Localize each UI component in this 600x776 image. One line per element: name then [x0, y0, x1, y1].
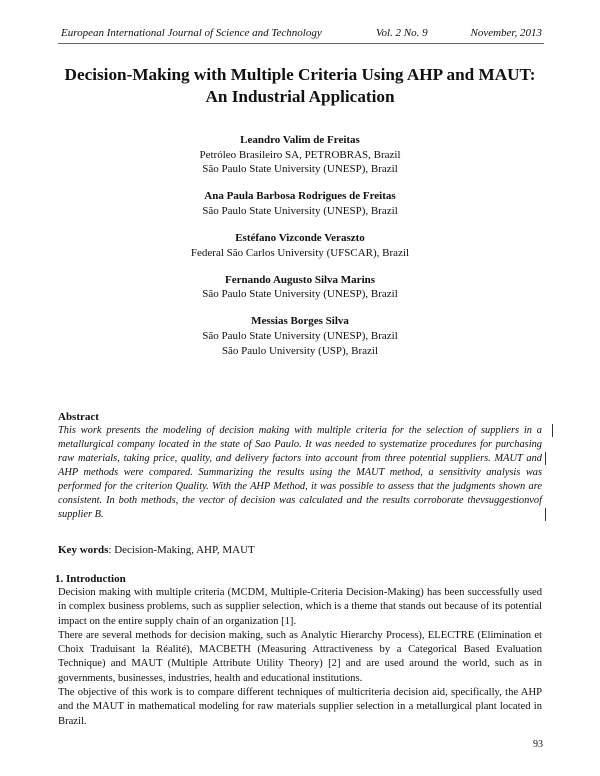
- author-affiliation: São Paulo State University (UNESP), Brazil: [202, 163, 398, 176]
- body-paragraph: The objective of this work is to compare different techniques of multicriteria decision aid, specifically, the AHP and the MAUT in mathematical modeling for raw materials supplier selection in a metallurgical plant located in Brazil.: [58, 687, 542, 727]
- author-affiliation: São Paulo State University (UNESP), Brazil: [202, 329, 398, 342]
- author-entry: [60, 189, 540, 218]
- volume-info: Vol. 2 No. 9: [376, 27, 428, 39]
- journal-name: European International Journal of Science and Technology: [61, 27, 322, 39]
- author-name: Messias Borges Silva: [251, 315, 349, 328]
- keywords-value: : Decision-Making, AHP, MAUT: [108, 544, 255, 556]
- body-paragraph: Decision making with multiple criteria (MCDM, Multiple-Criteria Decision-Making) has been successfully used in complex business problems, such as supplier selection, which is a theme that stands out because of its potential impact on the entire supply chain of an organization [1].: [58, 587, 542, 627]
- author-block: [60, 133, 540, 371]
- author-entry: [60, 133, 540, 177]
- author-affiliation: São Paulo University (USP), Brazil: [221, 344, 379, 357]
- author-affiliation: São Paulo State University (UNESP), Brazil: [202, 204, 398, 217]
- title-line-2: An Industrial Application: [205, 87, 395, 106]
- author-name: Fernando Augusto Silva Marins: [224, 273, 376, 286]
- issue-date: November, 2013: [470, 27, 542, 39]
- keywords-label: Key words: [58, 544, 109, 556]
- author-entry: [60, 314, 540, 358]
- author-name: Leandro Valim de Freitas: [240, 134, 360, 146]
- paper-title: [40, 64, 560, 108]
- keywords: [58, 544, 255, 556]
- introduction-body: [58, 586, 542, 729]
- abstract-heading: Abstract: [58, 411, 99, 423]
- change-bar: [552, 424, 553, 437]
- title-line-1: Decision-Making with Multiple Criteria Using AHP and MAUT:: [64, 65, 536, 84]
- header-rule: [58, 43, 544, 44]
- author-affiliation: São Paulo State University (UNESP), Brazil: [202, 288, 398, 301]
- author-entry: [60, 231, 540, 260]
- author-name: Ana Paula Barbosa Rodrigues de Freitas: [204, 190, 396, 203]
- author-affiliation: Federal São Carlos University (UFSCAR), Brazil: [190, 246, 410, 259]
- author-entry: [60, 273, 540, 302]
- section-heading-introduction: 1. Introduction: [55, 573, 126, 585]
- author-affiliation: Petróleo Brasileiro SA, PETROBRAS, Brazil: [199, 148, 401, 161]
- change-bar: [545, 508, 546, 521]
- author-name: Estéfano Vizconde Veraszto: [235, 231, 365, 244]
- change-bar: [545, 452, 546, 465]
- page-number: 93: [533, 739, 543, 750]
- abstract-text: This work presents the modeling of decision making with multiple criteria for the selection of suppliers in a metallurgical company located in the state of Sao Paulo. It was needed to systematize procedures for purchasing raw materials, taking price, quality, and delivery factors into account from three potential suppliers. MAUT and AHP methods were compared. Summarizing the results using the MAUT method, a sensitivity analysis was performed for the criterion Quality. With the AHP Method, it was possible to assess that the judgments shown are consistent. In both methods, the vector of decision was calculated and the results corroborate thevsuggestionvof supplier B.: [58, 425, 542, 520]
- body-paragraph: There are several methods for decision making, such as Analytic Hierarchy Process), ELECTRE (Elimination et Choix Traduisant la Réalité), MACBETH (Measuring Attractiveness by a Categorical Based Evaluation Technique) and MAUT (Multiple Attribute Utility Theory) [2] and are used around the world, such as in governments, businesses, industries, health and educational institutions.: [58, 629, 542, 684]
